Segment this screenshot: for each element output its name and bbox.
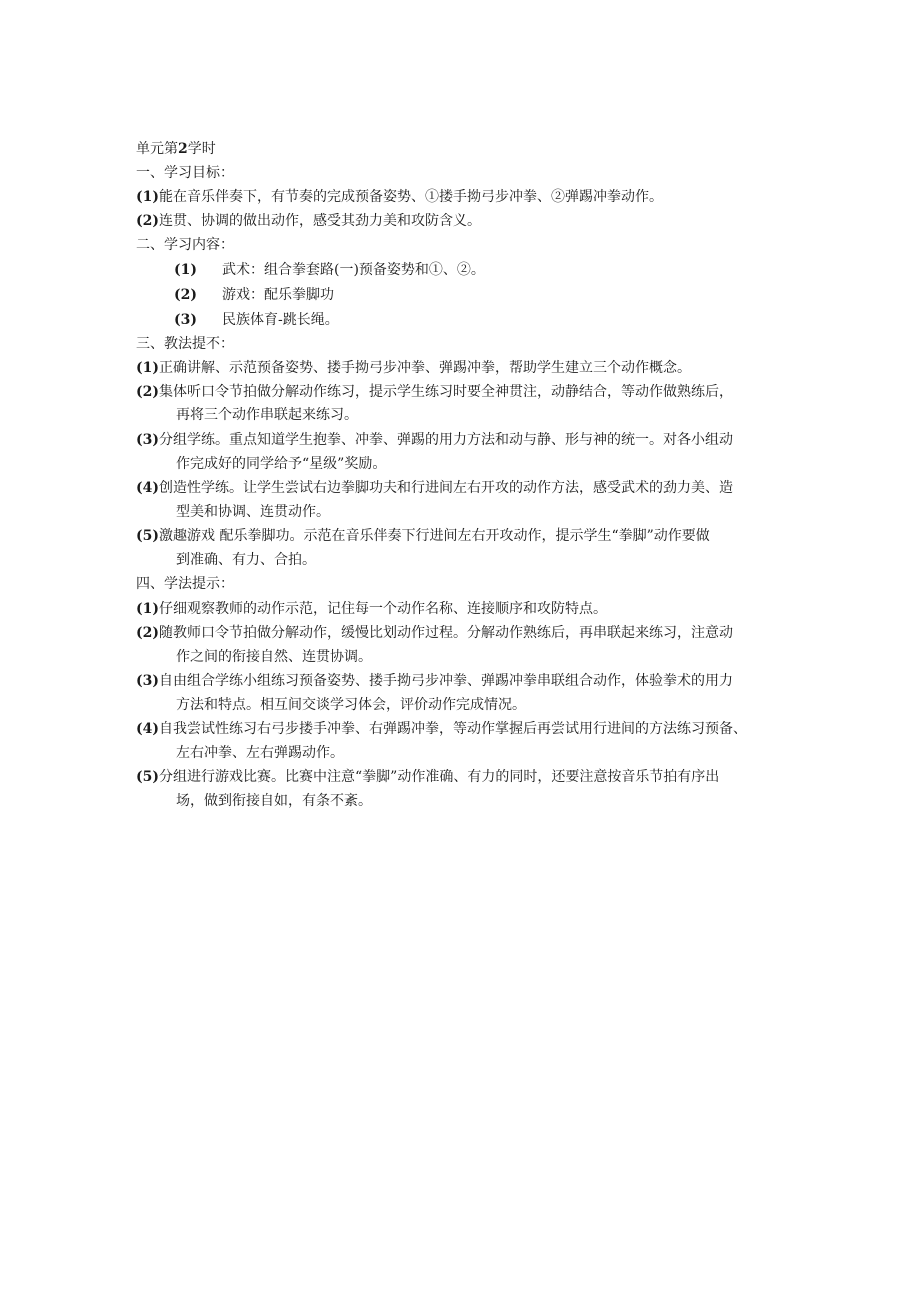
content-item: (2) 游戏：配乐拳脚功 [174, 287, 334, 303]
section-heading-goals: 一、学习目标： [136, 165, 234, 181]
learning-item: (1)仔细观察教师的动作示范，记住每一个动作名称、连接顺序和攻防特点。 [136, 601, 607, 617]
learning-item-continuation: 方法和特点。相互间交谈学习体会，评价动作完成情况。 [176, 697, 526, 713]
learning-item-continuation: 场，做到衔接自如，有条不紊。 [176, 793, 372, 809]
teaching-item: (1)正确讲解、示范预备姿势、搂手拗弓步冲拳、弹踢冲拳，帮助学生建立三个动作概念。 [136, 360, 691, 376]
teaching-item: (5)激趣游戏 配乐拳脚功。示范在音乐伴奏下行进间左右开攻动作，提示学生“拳脚”动作要做 [136, 528, 710, 544]
learning-item-continuation: 左右冲拳、左右弹踢动作。 [176, 745, 344, 761]
learning-item: (2)随教师口令节拍做分解动作，缓慢比划动作过程。分解动作熟练后，再串联起来练习，注意动 [136, 625, 733, 641]
unit-title-num: 2 [178, 141, 188, 157]
section-heading-teaching: 三、教法提不： [136, 336, 234, 352]
section-heading-content: 二、学习内容： [136, 237, 234, 253]
teaching-item-continuation: 作完成好的同学给予“星级”奖励。 [176, 456, 387, 472]
teaching-item-continuation: 到准确、有力、合拍。 [176, 552, 316, 568]
teaching-item: (4)创造性学练。让学生尝试右边拳脚功夫和行进间左右开攻的动作方法，感受武术的劲力美、造 [136, 480, 733, 496]
teaching-item-continuation: 再将三个动作串联起来练习。 [176, 407, 358, 423]
learning-item-continuation: 作之间的衔接自然、连贯协调。 [176, 649, 372, 665]
teaching-item-continuation: 型美和协调、连贯动作。 [176, 504, 330, 520]
content-item: (1) 武术：组合拳套路(一)预备姿势和①、②。 [174, 262, 485, 278]
learning-item: (4)自我尝试性练习右弓步搂手冲拳、右弹踢冲拳，等动作掌握后再尝试用行进间的方法练习预备、 [136, 721, 747, 737]
goal-item: (2)连贯、协调的做出动作，感受其劲力美和攻防含义。 [136, 213, 481, 229]
learning-item: (5)分组进行游戏比赛。比赛中注意“拳脚”动作准确、有力的同时，还要注意按音乐节拍有序出 [136, 769, 720, 785]
teaching-item: (3)分组学练。重点知道学生抱拳、冲拳、弹踢的用力方法和动与静、形与神的统一。对各小组动 [136, 432, 733, 448]
unit-title [136, 139, 216, 159]
unit-title-suffix: 学时 [187, 141, 216, 157]
section-heading-learning: 四、学法提示： [136, 576, 234, 592]
content-item: (3) 民族体育-跳长绳。 [174, 312, 339, 328]
unit-title-prefix: 单元第 [136, 141, 178, 157]
goal-item: (1)能在音乐伴奏下，有节奏的完成预备姿势、①搂手拗弓步冲拳、②弹踢冲拳动作。 [136, 189, 663, 205]
teaching-item: (2)集体听口令节拍做分解动作练习，提示学生练习时要全神贯注，动静结合，等动作做熟练后， [136, 384, 733, 400]
learning-item: (3)自由组合学练小组练习预备姿势、搂手拗弓步冲拳、弹踢冲拳串联组合动作，体验拳术的用力 [136, 673, 733, 689]
